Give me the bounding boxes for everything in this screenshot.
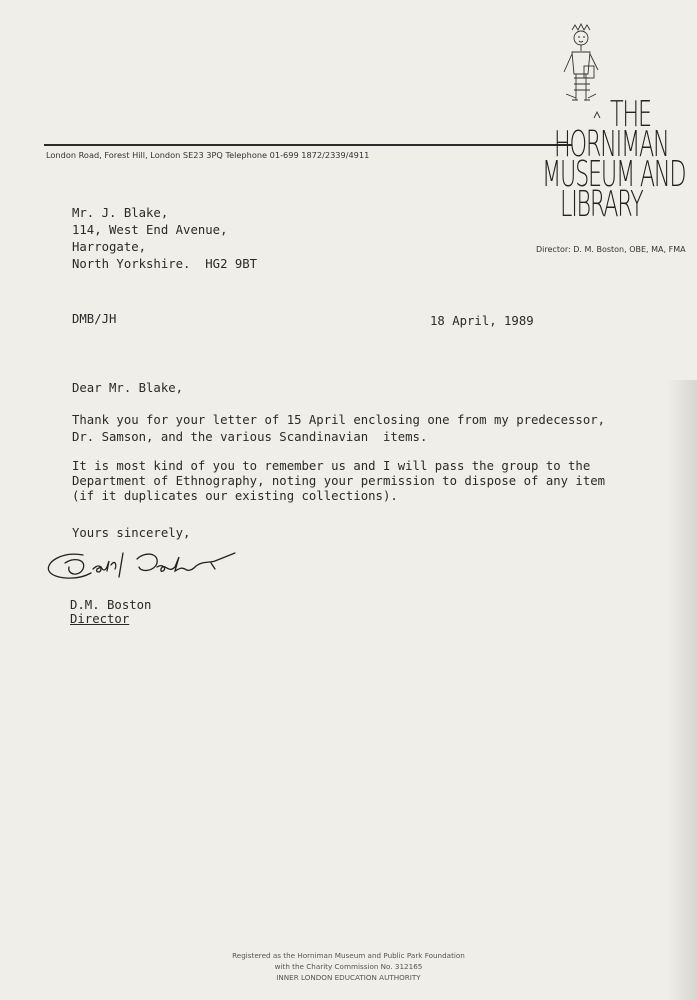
recipient-line: North Yorkshire. HG2 9BT	[72, 257, 258, 271]
body-line: Department of Ethnography, noting your permission to dispose of any item	[72, 474, 606, 488]
logo-line-museum: MUSEUM AND	[542, 154, 686, 195]
handwritten-signature	[43, 545, 261, 595]
recipient-line: Harrogate,	[72, 240, 147, 254]
recipient-line: 114, West End Avenue,	[72, 223, 228, 237]
body-line: (if it duplicates our existing collections).	[72, 489, 398, 503]
logo-line-the: THE	[610, 94, 651, 135]
letterhead-rule	[44, 144, 572, 146]
salutation: Dear Mr. Blake,	[72, 381, 184, 395]
letterhead-director: Director: D. M. Boston, OBE, MA, FMA	[536, 245, 686, 254]
logo-line-horniman: HORNIMAN	[554, 124, 669, 165]
horniman-wordmark-logo	[538, 94, 688, 245]
body-line: Thank you for your letter of 15 April enclosing one from my predecessor,	[72, 413, 606, 427]
footer-line: with the Charity Commission No. 312165	[274, 962, 423, 971]
reference-code: DMB/JH	[72, 312, 117, 326]
closing: Yours sincerely,	[72, 526, 191, 540]
body-line: Dr. Samson, and the various Scandinavian items.	[72, 430, 428, 444]
scan-edge-shadow	[667, 380, 697, 1000]
letter-date: 18 April, 1989	[430, 314, 534, 328]
letterhead-address: London Road, Forest Hill, London SE23 3PQ Telephone 01-699 1872/2339/4911	[46, 150, 370, 160]
signer-name: D.M. Boston	[70, 598, 152, 612]
body-line: It is most kind of you to remember us and I will pass the group to the	[72, 459, 591, 473]
footer-line: Registered as the Horniman Museum and Public Park Foundation	[232, 951, 465, 960]
footer-line: INNER LONDON EDUCATION AUTHORITY	[276, 973, 421, 982]
signer-title: Director	[70, 612, 130, 626]
logo-line-library: LIBRARY	[560, 184, 643, 225]
recipient-line: Mr. J. Blake,	[72, 206, 169, 220]
